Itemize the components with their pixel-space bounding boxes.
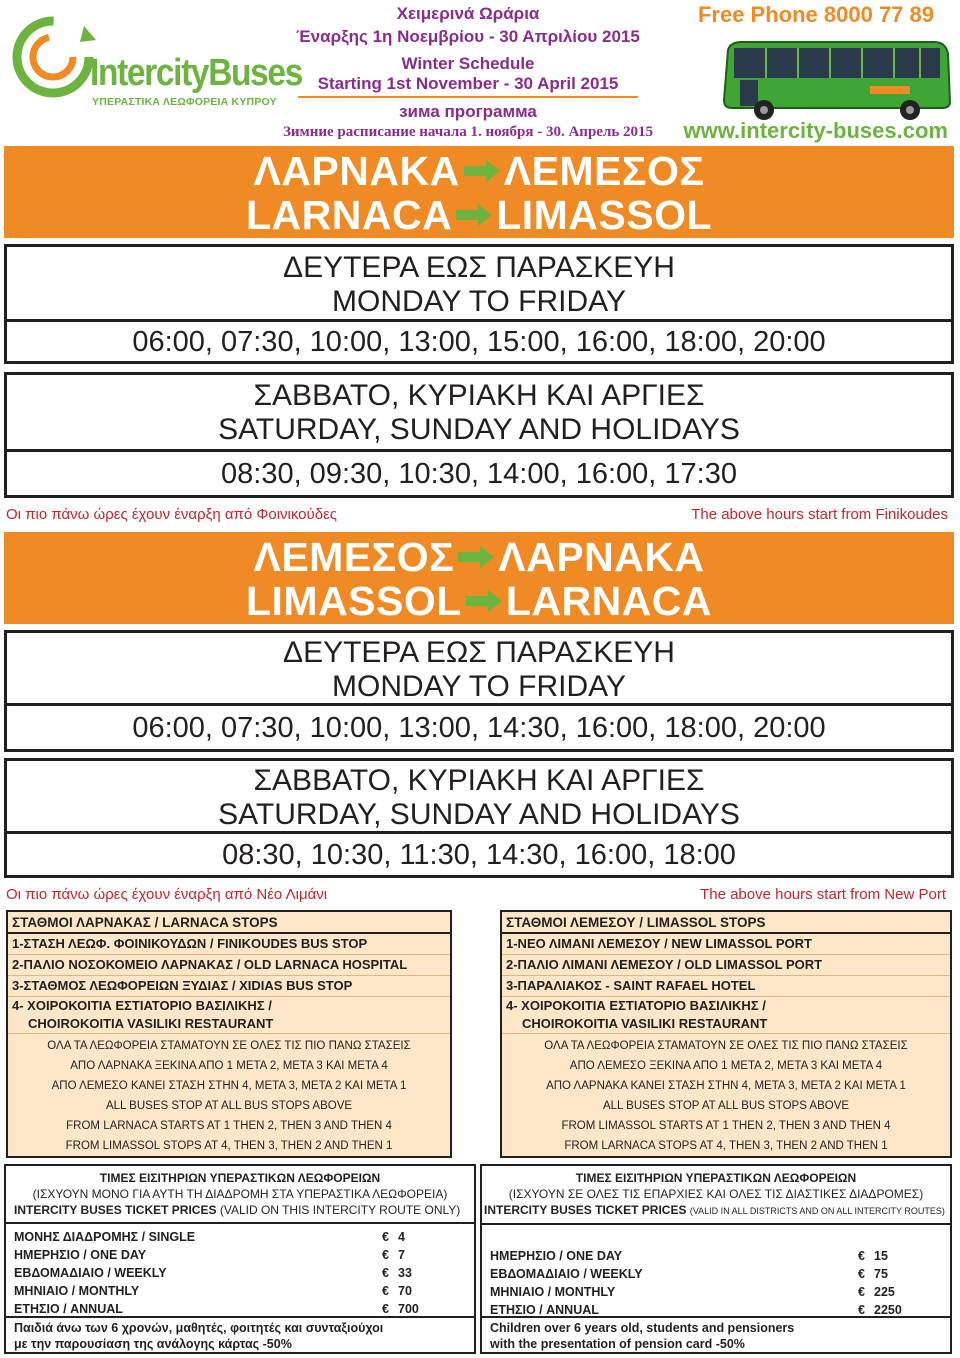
weekday-label-greek: ΔΕΥΤΕΡΑ ΕΩΣ ΠΑΡΑΣΚΕΥΗ bbox=[283, 636, 675, 669]
stop-item-continued: CHOIROKOITIA VASILIKI RESTAURANT bbox=[8, 1015, 450, 1034]
stops-note: FROM LARNACA STOPS AT 4, THEN 3, THEN 2 AND THEN 1 bbox=[564, 1140, 888, 1152]
price-row bbox=[482, 1247, 950, 1265]
weekday-label-greek: ΔΕΥΤΕΡΑ ΕΩΣ ΠΑΡΑΣΚΕΥΗ bbox=[283, 251, 675, 284]
weekday-heading bbox=[4, 244, 954, 322]
route-from-english: LARNACA bbox=[245, 192, 453, 238]
weekday-label-english: MONDAY TO FRIDAY bbox=[332, 285, 626, 318]
ticket-title-english-text: INTERCITY BUSES TICKET PRICES bbox=[14, 1203, 217, 1217]
stop-item: 3-ΣΤΑΘΜΟΣ ΛΕΩΦΟΡΕΙΩΝ ΞΥΔΙΑΣ / XIDIAS BUS STOP bbox=[8, 976, 450, 997]
stop-item: 4- ΧΟΙΡΟΚΟΙΤΙΑ ΕΣΤΙΑΤΟΡΙΟ ΒΑΣΙΛΙΚΗΣ / bbox=[506, 998, 766, 1013]
weekend-label-english: SATURDAY, SUNDAY AND HOLIDAYS bbox=[218, 413, 740, 446]
route-banner-larnaca-limassol bbox=[4, 146, 954, 238]
greek-season-dates: Έναρξης 1η Νοεμβρίου - 30 Απριλίου 2015 bbox=[296, 27, 640, 46]
weekday-heading bbox=[4, 630, 954, 706]
stop-item: 1-ΝΕΟ ΛΙΜΑΝΙ ΛΕΜΕΣΟΥ / NEW LIMASSOL PORT bbox=[502, 934, 950, 955]
euro-symbol: € bbox=[382, 1302, 389, 1316]
weekend-times: 08:30, 09:30, 10:30, 14:00, 16:00, 17:30 bbox=[4, 452, 954, 498]
price-row bbox=[482, 1283, 950, 1301]
weekend-heading bbox=[4, 372, 954, 452]
ticket-title-english bbox=[6, 1202, 474, 1218]
price-label: ΜΟΝΗΣ ΔΙΑΔΡΟΜΗΣ / SINGLE bbox=[14, 1230, 196, 1244]
weekend-label-english: SATURDAY, SUNDAY AND HOLIDAYS bbox=[218, 798, 740, 831]
price-label: ΕΒΔΟΜΑΔΙΑΙΟ / WEEKLY bbox=[14, 1266, 167, 1280]
larnaca-stops-panel bbox=[6, 910, 452, 1158]
route-title-english bbox=[4, 579, 954, 623]
limassol-stops-panel bbox=[500, 910, 952, 1158]
bus-icon bbox=[720, 36, 952, 122]
intercity-buses-logo bbox=[8, 8, 302, 118]
stop-item: 2-ΠΑΛΙΟ ΝΟΣΟΚΟΜΕΙΟ ΛΑΡΝΑΚΑΣ / OLD LARNACA HOSPITAL bbox=[8, 955, 450, 976]
russian-season-title: зима программа bbox=[399, 102, 537, 121]
route-to-greek: ΛΑΡΝΑΚΑ bbox=[498, 534, 705, 580]
price-label: ΗΜΕΡΗΣΙΟ / ONE DAY bbox=[490, 1249, 623, 1263]
price-label: ΕΤΗΣΙΟ / ANNUAL bbox=[490, 1303, 599, 1317]
stops-note: ALL BUSES STOP AT ALL BUS STOPS ABOVE bbox=[602, 1100, 850, 1112]
stop-item-continued: CHOIROKOITIA VASILIKI RESTAURANT bbox=[502, 1015, 950, 1034]
euro-symbol: € bbox=[858, 1303, 865, 1317]
weekday-label-english: MONDAY TO FRIDAY bbox=[332, 670, 626, 703]
weekend-heading bbox=[4, 758, 954, 834]
greek-season-title: Χειμερινά Ωράρια bbox=[396, 4, 540, 23]
price-value: 700 bbox=[398, 1302, 419, 1316]
route-note-greek: Οι πιο πάνω ώρες έχουν έναρξη από Φοινικούδες bbox=[6, 506, 337, 523]
price-label: ΕΒΔΟΜΑΔΙΑΙΟ / WEEKLY bbox=[490, 1267, 643, 1281]
weekend-label-greek: ΣΑΒΒΑΤΟ, ΚΥΡΙΑΚΗ ΚΑΙ ΑΡΓΙΕΣ bbox=[253, 379, 705, 412]
arrow-right-icon bbox=[462, 160, 502, 182]
ticket-title-greek: ΤΙΜΕΣ ΕΙΣΙΤΗΡΙΩΝ ΥΠΕΡΑΣΤΙΚΩΝ ΛΕΩΦΟΡΕΙΩΝ bbox=[575, 1171, 857, 1185]
larnaca-stops-title: ΣΤΑΘΜΟΙ ΛΑΡΝΑΚΑΣ / LARNACA STOPS bbox=[8, 912, 450, 934]
price-value: 15 bbox=[874, 1249, 888, 1263]
price-value: 75 bbox=[874, 1267, 888, 1281]
weekend-label-greek: ΣΑΒΒΑΤΟ, ΚΥΡΙΑΚΗ ΚΑΙ ΑΡΓΙΕΣ bbox=[253, 764, 705, 797]
route-to-greek: ΛΕΜΕΣΟΣ bbox=[503, 148, 705, 194]
stop-item: 3-ΠΑΡΑΛΙΑΚΟΣ - SAINT RAFAEL HOTEL bbox=[502, 976, 950, 997]
ticket-subtitle-english: (VALID IN ALL DISTRICTS AND ON ALL INTERCITY ROUTES) bbox=[689, 1206, 945, 1216]
route-ticket-prices bbox=[4, 1164, 476, 1354]
header-divider bbox=[298, 96, 638, 98]
website-link[interactable]: www.intercity-buses.com bbox=[683, 118, 948, 143]
arrow-right-icon bbox=[454, 204, 494, 226]
ticket-subtitle-greek: (ΙΣΧΥΟΥΝ ΣΕ ΟΛΕΣ ΤΙΣ ΕΠΑΡΧΙΕΣ ΚΑΙ ΟΛΕΣ ΤΙΣ ΔΙΑΣΤΙΚΕΣ ΔΙΑΔΡΟΜΕΣ) bbox=[508, 1187, 924, 1201]
price-label: ΜΗΝΙΑΙΟ / MONTHLY bbox=[490, 1285, 616, 1299]
stops-note: FROM LIMASSOL STOPS AT 4, THEN 3, THEN 2 AND THEN 1 bbox=[65, 1140, 393, 1152]
stops-note: ΟΛΑ ΤΑ ΛΕΩΦΟΡΕΙΑ ΣΤΑΜΑΤΟΥΝ ΣΕ ΟΛΕΣ ΤΙΣ ΠΙΟ ΠΑΝΩ ΣΤΑΣΕΙΣ bbox=[47, 1040, 411, 1052]
discount-note-line: with the presentation of pension card -50% bbox=[490, 1337, 745, 1351]
price-row bbox=[6, 1264, 474, 1282]
stops-note: ΟΛΑ ΤΑ ΛΕΩΦΟΡΕΙΑ ΣΤΑΜΑΤΟΥΝ ΣΕ ΟΛΕΣ ΤΙΣ ΠΙΟ ΠΑΝΩ ΣΤΑΣΕΙΣ bbox=[544, 1040, 908, 1052]
euro-symbol: € bbox=[858, 1249, 865, 1263]
route-title-greek bbox=[4, 535, 954, 579]
logo-ring-icon bbox=[10, 14, 96, 100]
price-value: 4 bbox=[398, 1230, 405, 1244]
price-row bbox=[6, 1282, 474, 1300]
logo-brand-text: IntercityBuses bbox=[90, 52, 302, 94]
ticket-title-english bbox=[482, 1202, 950, 1219]
russian-season-dates: Зимние расписание начала 1. ноября - 30. Апрель 2015 bbox=[282, 124, 654, 140]
logo-tagline: ΥΠΕΡΑΣΤΙΚΑ ΛΕΩΦΟΡΕΙΑ ΚΥΠΡΟΥ bbox=[92, 96, 277, 108]
euro-symbol: € bbox=[382, 1248, 389, 1262]
stops-note: FROM LIMASSOL STARTS AT 1 THEN 2, THEN 3 AND THEN 4 bbox=[561, 1120, 891, 1132]
weekday-times: 06:00, 07:30, 10:00, 13:00, 15:00, 16:00, 18:00, 20:00 bbox=[4, 322, 954, 364]
euro-symbol: € bbox=[382, 1230, 389, 1244]
stop-item: 2-ΠΑΛΙΟ ΛΙΜΑΝΙ ΛΕΜΕΣΟΥ / OLD LIMASSOL PORT bbox=[502, 955, 950, 976]
price-label: ΕΤΗΣΙΟ / ANNUAL bbox=[14, 1302, 123, 1316]
price-row bbox=[6, 1246, 474, 1264]
ticket-subtitle-english: (VALID ON THIS INTERCITY ROUTE ONLY) bbox=[219, 1203, 461, 1217]
english-season-dates: Starting 1st November - 30 April 2015 bbox=[317, 74, 619, 93]
stops-note: ΑΠΟ ΛΑΡΝΑΚΑ ΞΕΚΙΝΑ ΑΠΟ 1 ΜΕΤΑ 2, ΜΕΤΑ 3 ΚΑΙ ΜΕΤΑ 4 bbox=[70, 1060, 388, 1072]
price-value: 33 bbox=[398, 1266, 412, 1280]
price-value: 7 bbox=[398, 1248, 405, 1262]
price-row bbox=[482, 1265, 950, 1283]
route-note-greek: Οι πιο πάνω ώρες έχουν έναρξη από Νέο Λιμάνι bbox=[6, 886, 328, 903]
route-to-english: LARNACA bbox=[505, 578, 713, 624]
header bbox=[0, 0, 960, 142]
discount-note bbox=[482, 1316, 950, 1352]
stop-item: 4- ΧΟΙΡΟΚΟΙΤΙΑ ΕΣΤΙΑΤΟΡΙΟ ΒΑΣΙΛΙΚΗΣ / bbox=[12, 998, 272, 1013]
arrow-right-icon bbox=[456, 546, 496, 568]
ticket-title-english-text: INTERCITY BUSES TICKET PRICES bbox=[484, 1203, 687, 1217]
discount-note-line: με την παρουσίαση της ανάλογης κάρτας -50% bbox=[14, 1337, 292, 1351]
route-note-english: The above hours start from New Port bbox=[700, 886, 946, 903]
stop-item: 1-ΣΤΑΣΗ ΛΕΩΦ. ΦΟΙΝΙΚΟΥΔΩΝ / FINIKOUDES BUS STOP bbox=[8, 934, 450, 955]
free-phone[interactable]: Free Phone 8000 77 89 bbox=[697, 2, 934, 27]
route-title-english bbox=[4, 193, 954, 237]
euro-symbol: € bbox=[858, 1285, 865, 1299]
stops-note: FROM LARNACA STARTS AT 1 THEN 2, THEN 3 AND THEN 4 bbox=[66, 1120, 392, 1132]
route-from-english: LIMASSOL bbox=[245, 578, 462, 624]
limassol-stops-title: ΣΤΑΘΜΟΙ ΛΕΜΕΣΟΥ / LIMASSOL STOPS bbox=[502, 912, 950, 934]
price-row bbox=[6, 1228, 474, 1246]
english-season-title: Winter Schedule bbox=[401, 54, 535, 73]
route-title-greek bbox=[4, 149, 954, 193]
discount-note bbox=[6, 1316, 474, 1352]
weekday-times: 06:00, 07:30, 10:00, 13:00, 14:30, 16:00, 18:00, 20:00 bbox=[4, 706, 954, 752]
price-value: 70 bbox=[398, 1284, 412, 1298]
discount-note-line: Παιδιά άνω των 6 χρονών, μαθητές, φοιτητές και συνταξιούχοι bbox=[14, 1321, 384, 1335]
stops-note: ΑΠΟ ΛΑΡΝΑΚΑ ΚΑΝΕΙ ΣΤΑΣΗ ΣΤΗΝ 4, ΜΕΤΑ 3, ΜΕΤΑ 2 ΚΑΙ ΜΕΤΑ 1 bbox=[546, 1080, 906, 1092]
all-routes-ticket-prices bbox=[480, 1164, 952, 1354]
route-from-greek: ΛΕΜΕΣΟΣ bbox=[253, 534, 455, 580]
arrow-right-icon bbox=[464, 590, 504, 612]
euro-symbol: € bbox=[382, 1266, 389, 1280]
weekend-times: 08:30, 10:30, 11:30, 14:30, 16:00, 18:00 bbox=[4, 834, 954, 878]
price-label: ΜΗΝΙΑΙΟ / MONTHLY bbox=[14, 1284, 140, 1298]
route-from-greek: ΛΑΡΝΑΚΑ bbox=[253, 148, 460, 194]
euro-symbol: € bbox=[858, 1267, 865, 1281]
route-note-english: The above hours start from Finikoudes bbox=[691, 506, 948, 523]
ticket-title-greek: ΤΙΜΕΣ ΕΙΣΙΤΗΡΙΩΝ ΥΠΕΡΑΣΤΙΚΩΝ ΛΕΩΦΟΡΕΙΩΝ bbox=[99, 1171, 381, 1185]
discount-note-line: Children over 6 years old, students and pensioners bbox=[490, 1321, 795, 1335]
season-titles bbox=[262, 0, 674, 142]
price-value: 225 bbox=[874, 1285, 895, 1299]
ticket-subtitle-greek: (ΙΣΧΥΟΥΝ ΜΟΝΟ ΓΙΑ ΑΥΤΗ ΤΗ ΔΙΑΔΡΟΜΗ ΣΤΑ ΥΠΕΡΑΣΤΙΚΑ ΛΕΩΦΟΡΕΙΑ) bbox=[32, 1187, 448, 1201]
price-value: 2250 bbox=[874, 1303, 902, 1317]
route-to-english: LIMASSOL bbox=[496, 192, 713, 238]
stops-note: ΑΠΟ ΛΕΜΕΣΟ ΞΕΚΙΝΑ ΑΠΟ 1 ΜΕΤΑ 2, ΜΕΤΑ 3 ΚΑΙ ΜΕΤΑ 4 bbox=[569, 1060, 883, 1072]
euro-symbol: € bbox=[382, 1284, 389, 1298]
price-label: ΗΜΕΡΗΣΙΟ / ONE DAY bbox=[14, 1248, 147, 1262]
stops-note: ALL BUSES STOP AT ALL BUS STOPS ABOVE bbox=[105, 1100, 353, 1112]
route-banner-limassol-larnaca bbox=[4, 532, 954, 624]
stops-note: ΑΠΟ ΛΕΜΕΣΟ ΚΑΝΕΙ ΣΤΑΣΗ ΣΤΗΝ 4, ΜΕΤΑ 3, ΜΕΤΑ 2 ΚΑΙ ΜΕΤΑ 1 bbox=[51, 1080, 407, 1092]
